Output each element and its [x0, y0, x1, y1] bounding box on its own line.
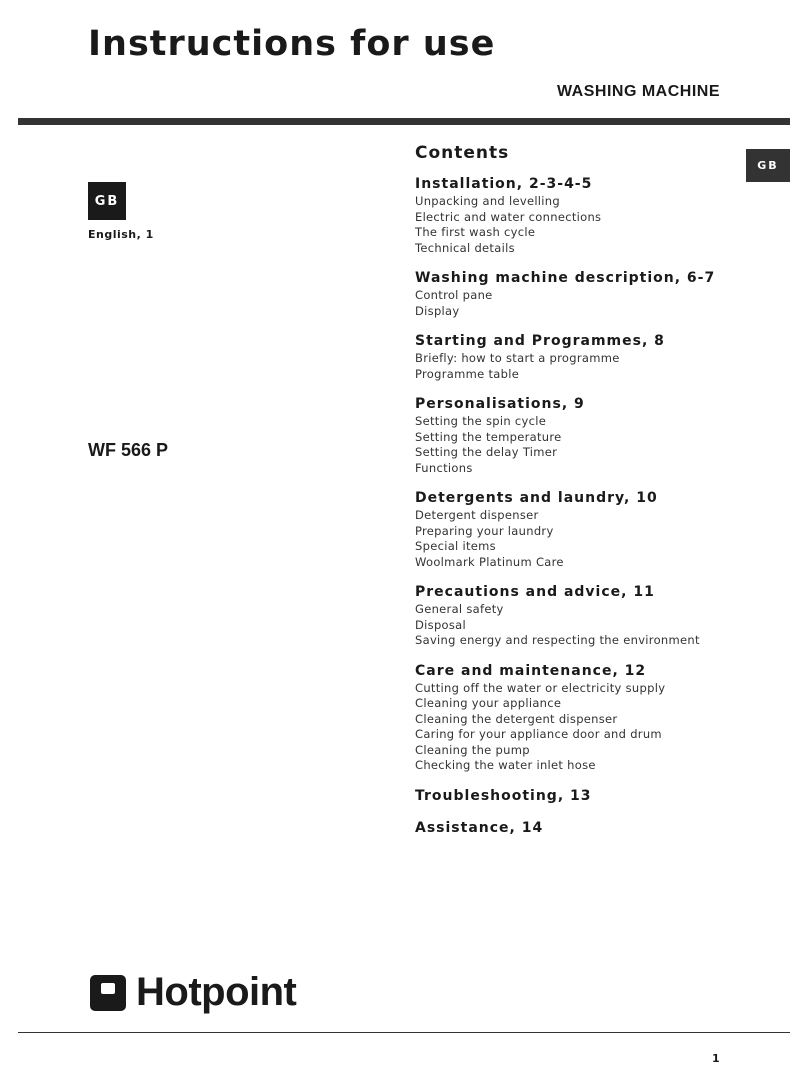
section-title[interactable]: Washing machine description, 6-7 — [415, 270, 716, 286]
document-subtitle: WASHING MACHINE — [556, 83, 720, 100]
section-item[interactable]: Electric and water connections — [415, 209, 602, 224]
section-item[interactable]: Cleaning your appliance — [415, 696, 562, 710]
section-item[interactable]: Detergent dispenser — [415, 508, 539, 522]
section-item[interactable]: Cutting off the water or electricity supply — [415, 680, 666, 695]
model-number: WF 566 P — [88, 440, 169, 460]
section-title[interactable]: Starting and Programmes, 8 — [415, 333, 665, 349]
brand-logo — [90, 970, 296, 1015]
section-item[interactable]: General safety — [415, 602, 504, 616]
section-title[interactable]: Assistance, 14 — [415, 819, 544, 836]
contents-section — [415, 489, 745, 570]
top-divider — [18, 118, 790, 125]
section-item[interactable]: Unpacking and levelling — [415, 194, 560, 208]
section-item[interactable]: Cleaning the pump — [415, 742, 530, 757]
language-link[interactable]: English, 1 — [88, 228, 154, 241]
section-item[interactable]: Technical details — [415, 240, 515, 255]
section-item[interactable]: Setting the spin cycle — [415, 414, 547, 428]
section-item[interactable]: Display — [415, 303, 460, 318]
brand-name: Hotpoint — [136, 970, 297, 1014]
section-item[interactable]: Woolmark Platinum Care — [415, 554, 564, 569]
contents-section — [415, 819, 745, 838]
page-number: 1 — [712, 1052, 720, 1065]
section-item[interactable]: The first wash cycle — [415, 225, 536, 239]
contents-section — [415, 269, 745, 319]
section-title[interactable]: Detergents and laundry, 10 — [415, 490, 658, 506]
section-title[interactable]: Installation, 2-3-4-5 — [415, 176, 593, 192]
language-tab: GB — [746, 149, 790, 182]
contents-list — [415, 175, 745, 851]
language-badge: GB — [88, 182, 126, 220]
section-item[interactable]: Cleaning the detergent dispenser — [415, 711, 618, 726]
contents-section — [415, 175, 745, 256]
section-item[interactable]: Caring for your appliance door and drum — [415, 727, 662, 741]
section-title[interactable]: Personalisations, 9 — [415, 396, 585, 412]
contents-heading: Contents — [415, 143, 510, 163]
section-item[interactable]: Control pane — [415, 288, 493, 302]
section-item[interactable]: Programme table — [415, 366, 520, 381]
section-item[interactable]: Checking the water inlet hose — [415, 758, 596, 772]
section-title[interactable]: Care and maintenance, 12 — [415, 662, 647, 679]
section-item[interactable]: Special items — [415, 539, 496, 553]
contents-section — [415, 662, 745, 774]
contents-section — [415, 395, 745, 476]
section-title[interactable]: Troubleshooting, 13 — [415, 787, 592, 804]
section-item[interactable]: Preparing your laundry — [415, 523, 554, 538]
section-item[interactable]: Setting the temperature — [415, 429, 562, 444]
section-item[interactable]: Functions — [415, 460, 473, 475]
page-title: Instructions for use — [88, 24, 496, 64]
section-item[interactable]: Setting the delay Timer — [415, 445, 558, 459]
contents-section — [415, 583, 745, 649]
contents-section — [415, 787, 745, 806]
hotpoint-logo-icon — [90, 975, 126, 1011]
section-title[interactable]: Precautions and advice, 11 — [415, 584, 655, 600]
section-item[interactable]: Briefly: how to start a programme — [415, 351, 620, 365]
contents-section — [415, 332, 745, 382]
section-item[interactable]: Saving energy and respecting the environment — [415, 633, 700, 647]
bottom-divider — [18, 1032, 790, 1033]
section-item[interactable]: Disposal — [415, 617, 467, 632]
